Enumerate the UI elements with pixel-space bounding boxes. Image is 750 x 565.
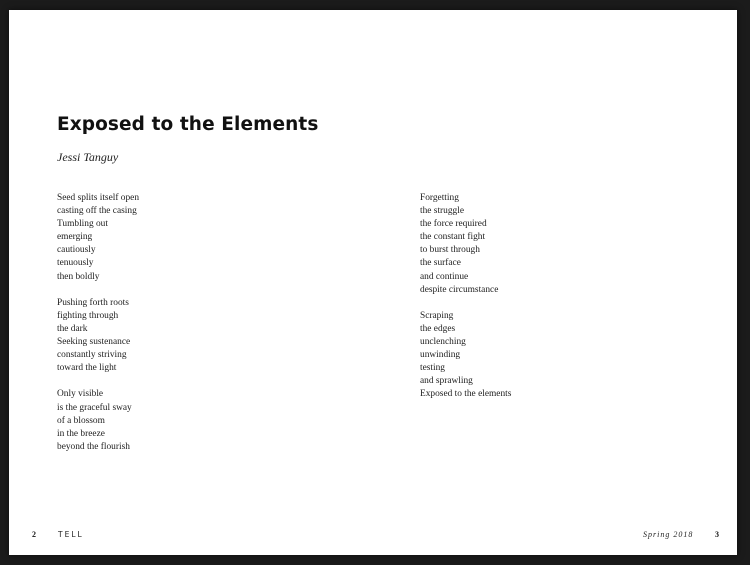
poem-author: Jessi Tanguy bbox=[57, 150, 119, 164]
poem-line: the force required bbox=[420, 219, 487, 230]
poem-line: and sprawling bbox=[420, 376, 473, 387]
spread-page bbox=[9, 10, 737, 555]
poem-line: despite circumstance bbox=[420, 284, 499, 295]
poem-line: toward the light bbox=[57, 363, 117, 374]
left-page-number: 2 bbox=[32, 530, 36, 539]
poem-line: fighting through bbox=[57, 310, 119, 321]
poem-line: Exposed to the elements bbox=[420, 389, 512, 400]
poem-line: the constant fight bbox=[420, 232, 486, 243]
stanza bbox=[420, 192, 511, 297]
poem-line: emerging bbox=[57, 232, 93, 243]
poem-line: constantly striving bbox=[57, 350, 127, 361]
poem-line: the dark bbox=[57, 323, 88, 334]
stanza bbox=[57, 388, 139, 453]
poem-line: casting off the casing bbox=[57, 206, 137, 217]
poem-line: unwinding bbox=[420, 350, 461, 361]
poem-line: and continue bbox=[420, 271, 469, 282]
poem-line: Seeking sustenance bbox=[57, 337, 131, 348]
journal-name: TELL bbox=[58, 530, 84, 539]
poem-line: tenuously bbox=[57, 258, 94, 269]
stanza bbox=[57, 192, 139, 284]
poem-line: unclenching bbox=[420, 337, 466, 348]
poem-line: is the graceful sway bbox=[57, 402, 132, 413]
poem-line: the surface bbox=[420, 258, 461, 269]
poem-line: the edges bbox=[420, 323, 456, 334]
stanza bbox=[420, 310, 511, 402]
stanza bbox=[57, 297, 139, 376]
issue-label: Spring 2018 bbox=[643, 530, 694, 539]
poem-line: then boldly bbox=[57, 271, 100, 282]
poem-line: cautiously bbox=[57, 245, 96, 256]
poem-line: testing bbox=[420, 363, 445, 374]
poem-line: to burst through bbox=[420, 245, 480, 256]
poem-left-column bbox=[57, 192, 139, 467]
poem-line: Seed splits itself open bbox=[57, 193, 140, 203]
poem-line: in the breeze bbox=[57, 428, 105, 439]
poem-title: Exposed to the Elements bbox=[57, 114, 319, 135]
right-page-number: 3 bbox=[715, 530, 719, 539]
poem-line: Tumbling out bbox=[57, 219, 108, 230]
poem-line: Scraping bbox=[420, 310, 454, 321]
poem-right-column bbox=[420, 192, 511, 415]
poem-line: the struggle bbox=[420, 206, 465, 217]
poem-line: Pushing forth roots bbox=[57, 297, 129, 308]
poem-line: of a blossom bbox=[57, 415, 105, 426]
poem-line: Only visible bbox=[57, 389, 104, 400]
poem-line: beyond the flourish bbox=[57, 441, 130, 452]
poem-line: Forgetting bbox=[420, 193, 459, 203]
